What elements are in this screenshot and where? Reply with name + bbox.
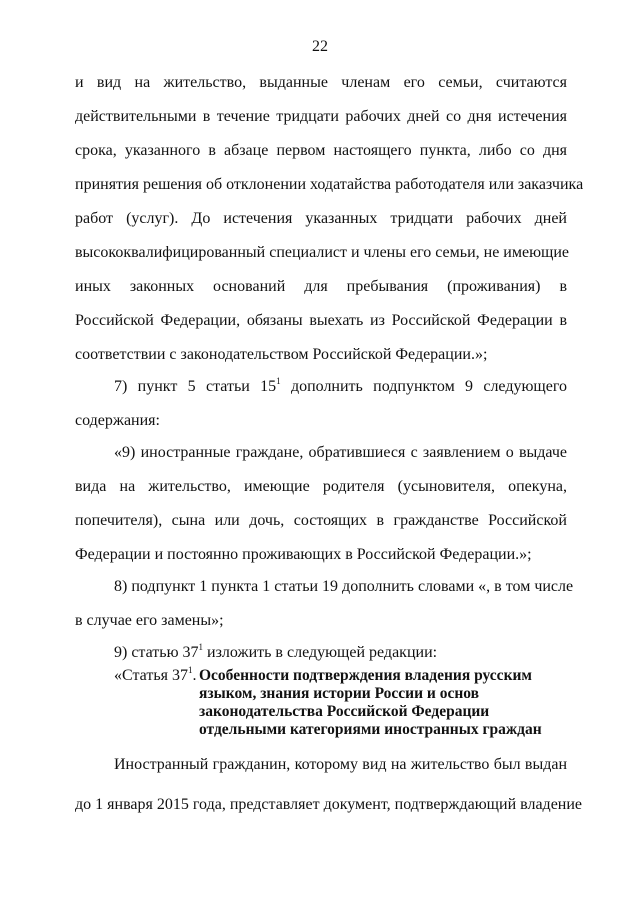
final-line: до 1 января 2015 года, представляет документ, подтверждающий владение: [75, 796, 583, 813]
article-title-line: отдельными категориями иностранных граждан: [199, 721, 542, 738]
final-line: Иностранный гражданин, которому вид на жительство был выдан: [114, 756, 567, 773]
body-line: принятия решения об отклонении ходатайства работодателя или заказчика: [75, 176, 584, 193]
item-7-text-line: «9) иностранные граждане, обратившиеся с заявлением о выдаче: [114, 444, 567, 461]
item-7-text-line: вида на жительство, имеющие родителя (усыновителя, опекуна,: [75, 478, 567, 495]
article-title-line: языком, знания истории России и основ: [199, 685, 479, 702]
item-8-line: 8) подпункт 1 пункта 1 статьи 19 дополнить словами «, в том числе: [114, 578, 574, 595]
body-line: иных законных оснований для пребывания (проживания) в: [75, 278, 567, 295]
body-line: и вид на жительство, выданные членам его семьи, считаются: [75, 74, 567, 91]
item-7-line: 7) пункт 5 статьи $15^1$ дополнить подпунктом 9 следующего: [114, 375, 567, 395]
article-title: [199, 667, 574, 739]
item-7-text-line: Федерации и постоянно проживающих в Российской Федерации.»;: [75, 546, 532, 563]
body-line: высококвалифицированный специалист и члены его семьи, не имеющие: [75, 244, 570, 261]
item-9-line: 9) статью $37^1$ изложить в следующей редакции:: [114, 641, 438, 661]
page-number: 22: [312, 38, 328, 55]
body-line: срока, указанного в абзаце первом настоящего пункта, либо со дня: [75, 142, 567, 159]
item-7-text-line: попечителя), сына или дочь, состоящих в гражданстве Российской: [75, 512, 567, 529]
article-number: «Статья $37^1$.: [114, 664, 197, 684]
article-title-line: законодательства Российской Федерации: [199, 703, 490, 720]
body-line: Российской Федерации, обязаны выехать из Российской Федерации в: [75, 312, 567, 329]
item-8-line: в случае его замены»;: [75, 612, 224, 629]
body-line: действительными в течение тридцати рабочих дней со дня истечения: [75, 108, 567, 125]
body-line: соответствии с законодательством Российской Федерации.»;: [75, 346, 488, 363]
item-7-line: содержания:: [75, 412, 160, 429]
body-line: работ (услуг). До истечения указанных тридцати рабочих дней: [75, 210, 567, 227]
article-title-line: Особенности подтверждения владения русским: [199, 667, 532, 684]
